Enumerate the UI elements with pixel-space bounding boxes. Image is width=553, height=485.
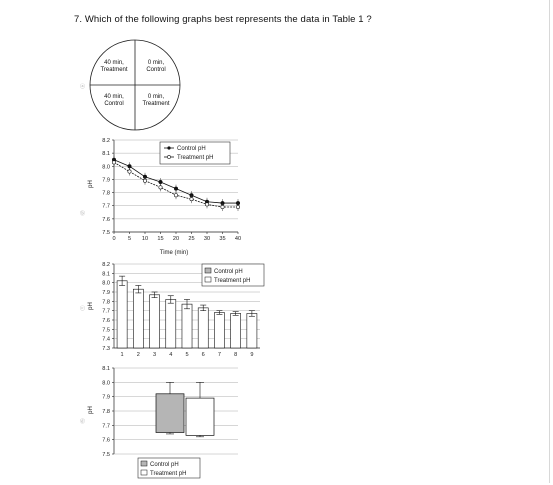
x-tick-label: 8 <box>234 352 238 358</box>
chart-legend <box>138 458 200 478</box>
y-tick-label: 7.8 <box>102 299 110 306</box>
data-point <box>205 203 208 206</box>
x-tick-label: 0 <box>112 236 116 242</box>
bar <box>182 304 192 348</box>
legend-treatment: Treatment pH <box>214 278 251 284</box>
x-tick-label: 40 <box>234 236 242 242</box>
data-point <box>174 194 177 197</box>
option-c-radio[interactable]: ⓒ <box>80 306 86 312</box>
chart-legend <box>160 142 230 164</box>
y-tick-label: 7.5 <box>102 230 110 236</box>
quadrant-top-left: 40 min, Treatment <box>100 60 128 73</box>
bar <box>231 313 241 348</box>
x-tick-label: 1 <box>120 352 124 358</box>
y-tick-label: 7.7 <box>102 423 110 430</box>
y-axis-label: pH <box>88 180 94 188</box>
option-a-radio[interactable]: ⓐ <box>80 84 86 90</box>
legend-treatment: Treatment pH <box>177 155 214 161</box>
y-tick-label: 7.5 <box>102 327 110 334</box>
data-point <box>221 205 224 208</box>
x-tick-label: 6 <box>201 352 205 358</box>
x-tick-label: 4 <box>169 352 173 358</box>
x-tick-label: 3 <box>152 352 157 358</box>
x-tick-label: 25 <box>188 236 195 242</box>
legend-control: Control pH <box>150 462 179 468</box>
y-tick-label: 7.3 <box>102 346 110 352</box>
x-tick-label: 20 <box>172 236 180 242</box>
data-point <box>174 187 177 190</box>
y-tick-label: 7.8 <box>102 190 110 197</box>
y-tick-label: 7.6 <box>102 318 110 324</box>
y-tick-label: 7.7 <box>102 203 110 210</box>
data-point <box>128 170 131 173</box>
option-c-bar-chart[interactable] <box>84 258 270 362</box>
data-point <box>112 161 115 164</box>
y-tick-label: 8.0 <box>102 164 110 171</box>
chart-legend <box>202 264 264 286</box>
option-a-diagram[interactable] <box>88 38 182 132</box>
y-tick-label: 8.1 <box>102 366 110 372</box>
x-axis-label: Time (min) <box>159 250 189 256</box>
y-tick-label: 8.1 <box>102 271 110 278</box>
option-b-line-chart[interactable] <box>84 134 244 258</box>
option-b-radio[interactable]: ⓑ <box>80 211 86 217</box>
x-tick-label: 30 <box>203 236 211 242</box>
page-right-border <box>549 0 550 483</box>
y-tick-label: 7.9 <box>102 177 110 184</box>
range-bar-chart-svg <box>84 362 244 480</box>
y-tick-label: 8.2 <box>102 138 110 144</box>
legend-control: Control pH <box>214 269 243 275</box>
bar <box>198 308 208 348</box>
data-point <box>236 205 239 208</box>
x-tick-label: 2 <box>136 352 140 358</box>
legend-control: Control pH <box>177 146 206 152</box>
x-tick-label: 7 <box>217 352 222 358</box>
y-tick-label: 8.0 <box>102 280 110 287</box>
y-tick-label: 7.5 <box>102 452 110 458</box>
question-text: 7. Which of the following graphs best represents the data in Table 1 ? <box>74 14 372 25</box>
x-tick-label: 9 <box>250 352 254 358</box>
range-bar-treatment <box>186 398 214 435</box>
option-d-bar-chart[interactable] <box>84 362 244 480</box>
x-tick-label: 5 <box>185 352 189 358</box>
bar <box>214 313 224 348</box>
y-tick-label: 7.7 <box>102 308 110 315</box>
quadrant-circle <box>88 38 182 132</box>
y-tick-label: 7.6 <box>102 216 110 223</box>
y-tick-label: 7.6 <box>102 437 110 444</box>
y-tick-label: 7.8 <box>102 409 110 415</box>
data-point <box>143 179 146 182</box>
y-tick-label: 7.9 <box>102 394 110 401</box>
data-point <box>159 186 162 189</box>
quadrant-top-right: 0 min, Control <box>146 60 166 73</box>
bar <box>150 295 160 348</box>
quadrant-bottom-right: 0 min, Treatment <box>142 94 170 107</box>
x-tick-label: 35 <box>219 236 226 242</box>
y-tick-label: 8.2 <box>102 262 110 268</box>
data-point <box>190 197 193 200</box>
data-point <box>159 180 162 183</box>
y-axis-label: pH <box>88 302 94 310</box>
x-tick-label: 5 <box>127 236 132 242</box>
y-tick-label: 7.9 <box>102 290 110 296</box>
range-bar-control <box>156 394 184 433</box>
y-tick-label: 7.4 <box>102 336 110 343</box>
x-tick-label: 10 <box>141 236 149 242</box>
legend-treatment: Treatment pH <box>150 471 187 477</box>
quadrant-bottom-left: 40 min, Control <box>104 94 124 107</box>
x-tick-label: 15 <box>157 236 164 242</box>
bar <box>133 289 143 348</box>
line-chart-svg <box>84 134 244 258</box>
option-d-radio[interactable]: ⓓ <box>80 419 86 425</box>
y-tick-label: 8.0 <box>102 380 110 387</box>
bar <box>166 299 176 348</box>
data-point <box>128 165 131 168</box>
bar <box>247 313 257 348</box>
y-tick-label: 8.1 <box>102 151 110 158</box>
bar-chart-svg <box>84 258 270 362</box>
y-axis-label: pH <box>88 406 94 414</box>
bar <box>117 281 127 348</box>
